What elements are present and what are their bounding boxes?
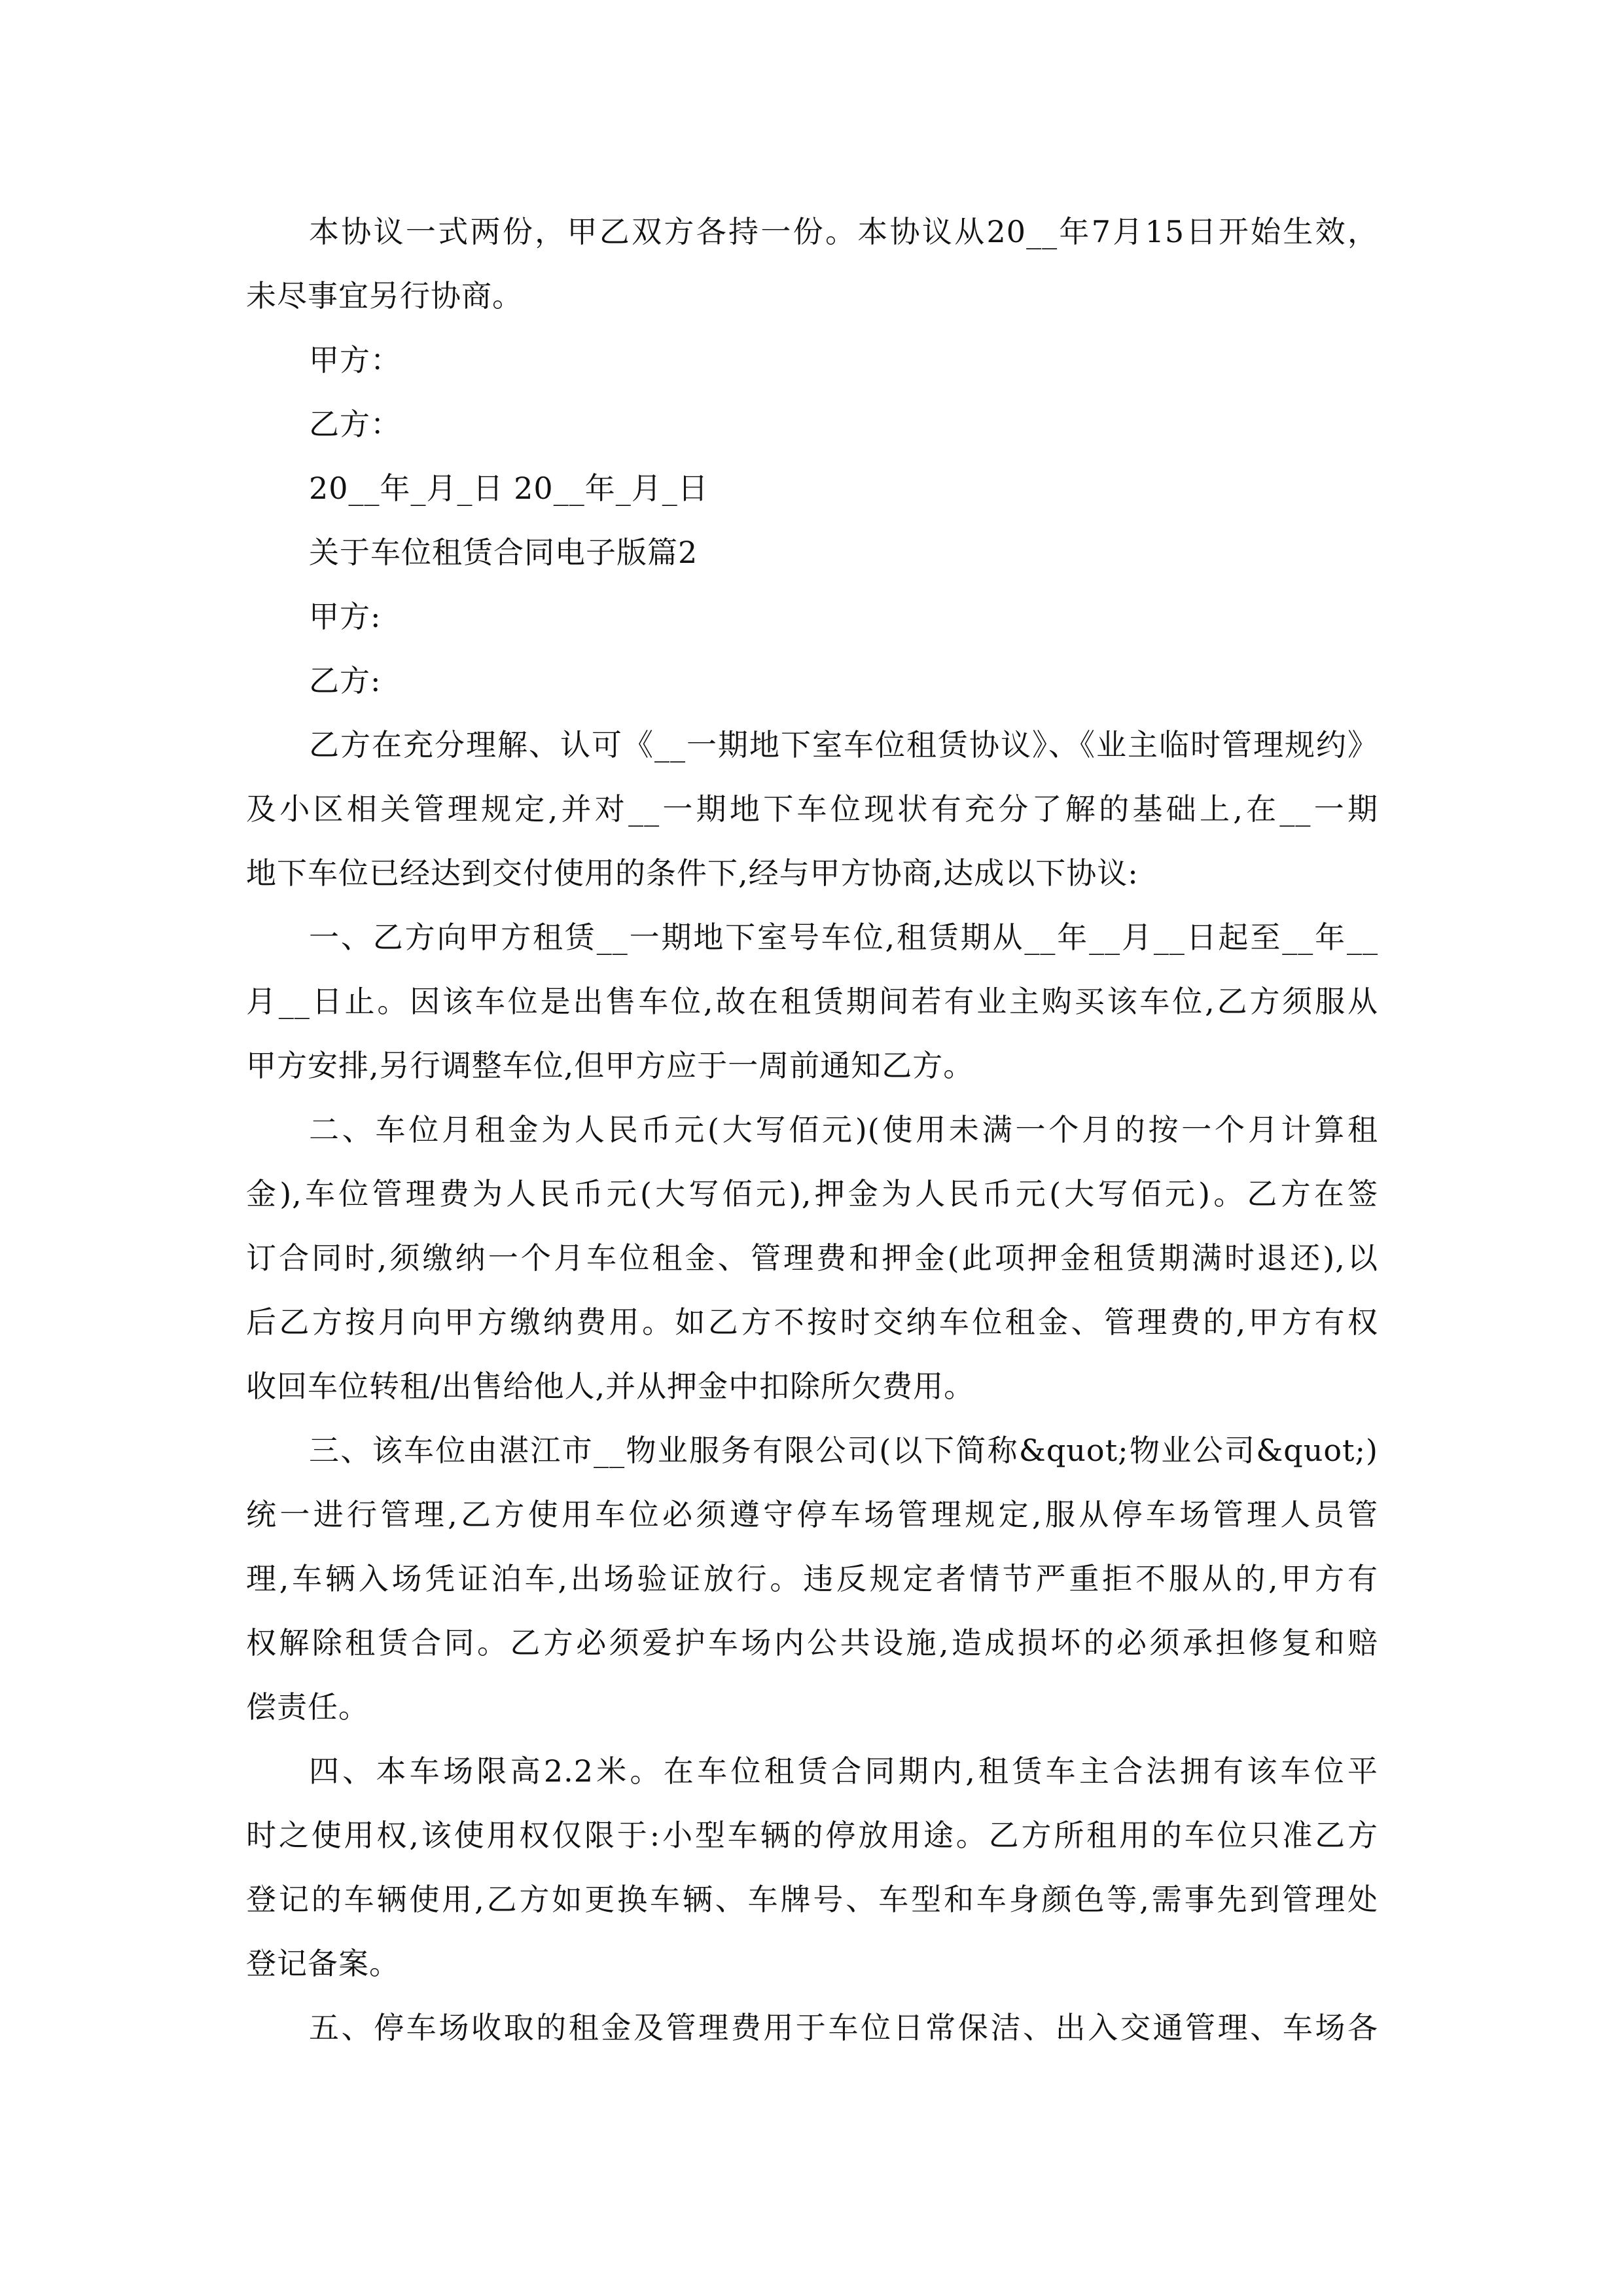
text-line: 权解除租赁合同。乙方必须爱护车场内公共设施,造成损坏的必须承担修复和赔 (246, 1625, 1378, 1660)
text-line: 月__日止。因该车位是出售车位,故在租赁期间若有业主购买该车位,乙方须服从 (246, 984, 1378, 1019)
text-line: 订合同时,须缴纳一个月车位租金、管理费和押金(此项押金租赁期满时退还),以 (246, 1240, 1378, 1276)
text-line: 甲方: (309, 599, 382, 634)
text-line: 后乙方按月向甲方缴纳费用。如乙方不按时交纳车位租金、管理费的,甲方有权 (246, 1304, 1378, 1340)
text-line: 金),车位管理费为人民币元(大写佰元),押金为人民币元(大写佰元)。乙方在签 (246, 1176, 1378, 1211)
text-line: 乙方： (309, 406, 401, 442)
text-line: 一、乙方向甲方租赁__一期地下室号车位,租赁期从__年__月__日起至__年__ (309, 920, 1378, 955)
text-line: 地下车位已经达到交付使用的条件下,经与甲方协商,达成以下协议: (246, 855, 1139, 891)
text-line: 甲方： (309, 342, 401, 378)
text-line: 本协议一式两份，甲乙双方各持一份。本协议从20__年7月15日开始生效， (309, 214, 1378, 249)
text-line: 收回车位转租/出售给他人,并从押金中扣除所欠费用。 (246, 1369, 975, 1404)
text-line: 统一进行管理,乙方使用车位必须遵守停车场管理规定,服从停车场管理人员管 (246, 1497, 1378, 1532)
text-line: 乙方: (309, 663, 382, 698)
text-line: 五、停车场收取的租金及管理费用于车位日常保洁、出入交通管理、车场各 (309, 2010, 1378, 2045)
text-line: 乙方在充分理解、认可《__一期地下室车位租赁协议》、《业主临时管理规约》 (309, 727, 1378, 762)
text-line: 登记的车辆使用,乙方如更换车辆、车牌号、车型和车身颜色等,需事先到管理处 (246, 1882, 1378, 1917)
text-line: 四、本车场限高2.2米。在车位租赁合同期内,租赁车主合法拥有该车位平 (309, 1753, 1378, 1789)
document-body (246, 200, 1378, 2060)
text-line: 偿责任。 (246, 1689, 369, 1725)
text-line: 甲方安排,另行调整车位,但甲方应于一周前通知乙方。 (246, 1048, 974, 1083)
text-line: 及小区相关管理规定,并对__一期地下车位现状有充分了解的基础上,在__一期 (246, 791, 1378, 827)
text-line: 三、该车位由湛江市__物业服务有限公司(以下简称&quot;物业公司&quot;) (309, 1433, 1378, 1468)
text-line: 理,车辆入场凭证泊车,出场验证放行。违反规定者情节严重拒不服从的,甲方有 (246, 1561, 1378, 1596)
text-line: 关于车位租赁合同电子版篇2 (309, 535, 698, 570)
text-line: 时之使用权,该使用权仅限于:小型车辆的停放用途。乙方所租用的车位只准乙方 (246, 1818, 1378, 1853)
text-line: 登记备案。 (246, 1946, 400, 1981)
text-line: 二、车位月租金为人民币元(大写佰元)(使用未满一个月的按一个月计算租 (309, 1112, 1378, 1147)
text-line: 20__年_月_日 20__年_月_日 (309, 471, 709, 506)
text-line: 未尽事宜另行协商。 (246, 278, 523, 314)
